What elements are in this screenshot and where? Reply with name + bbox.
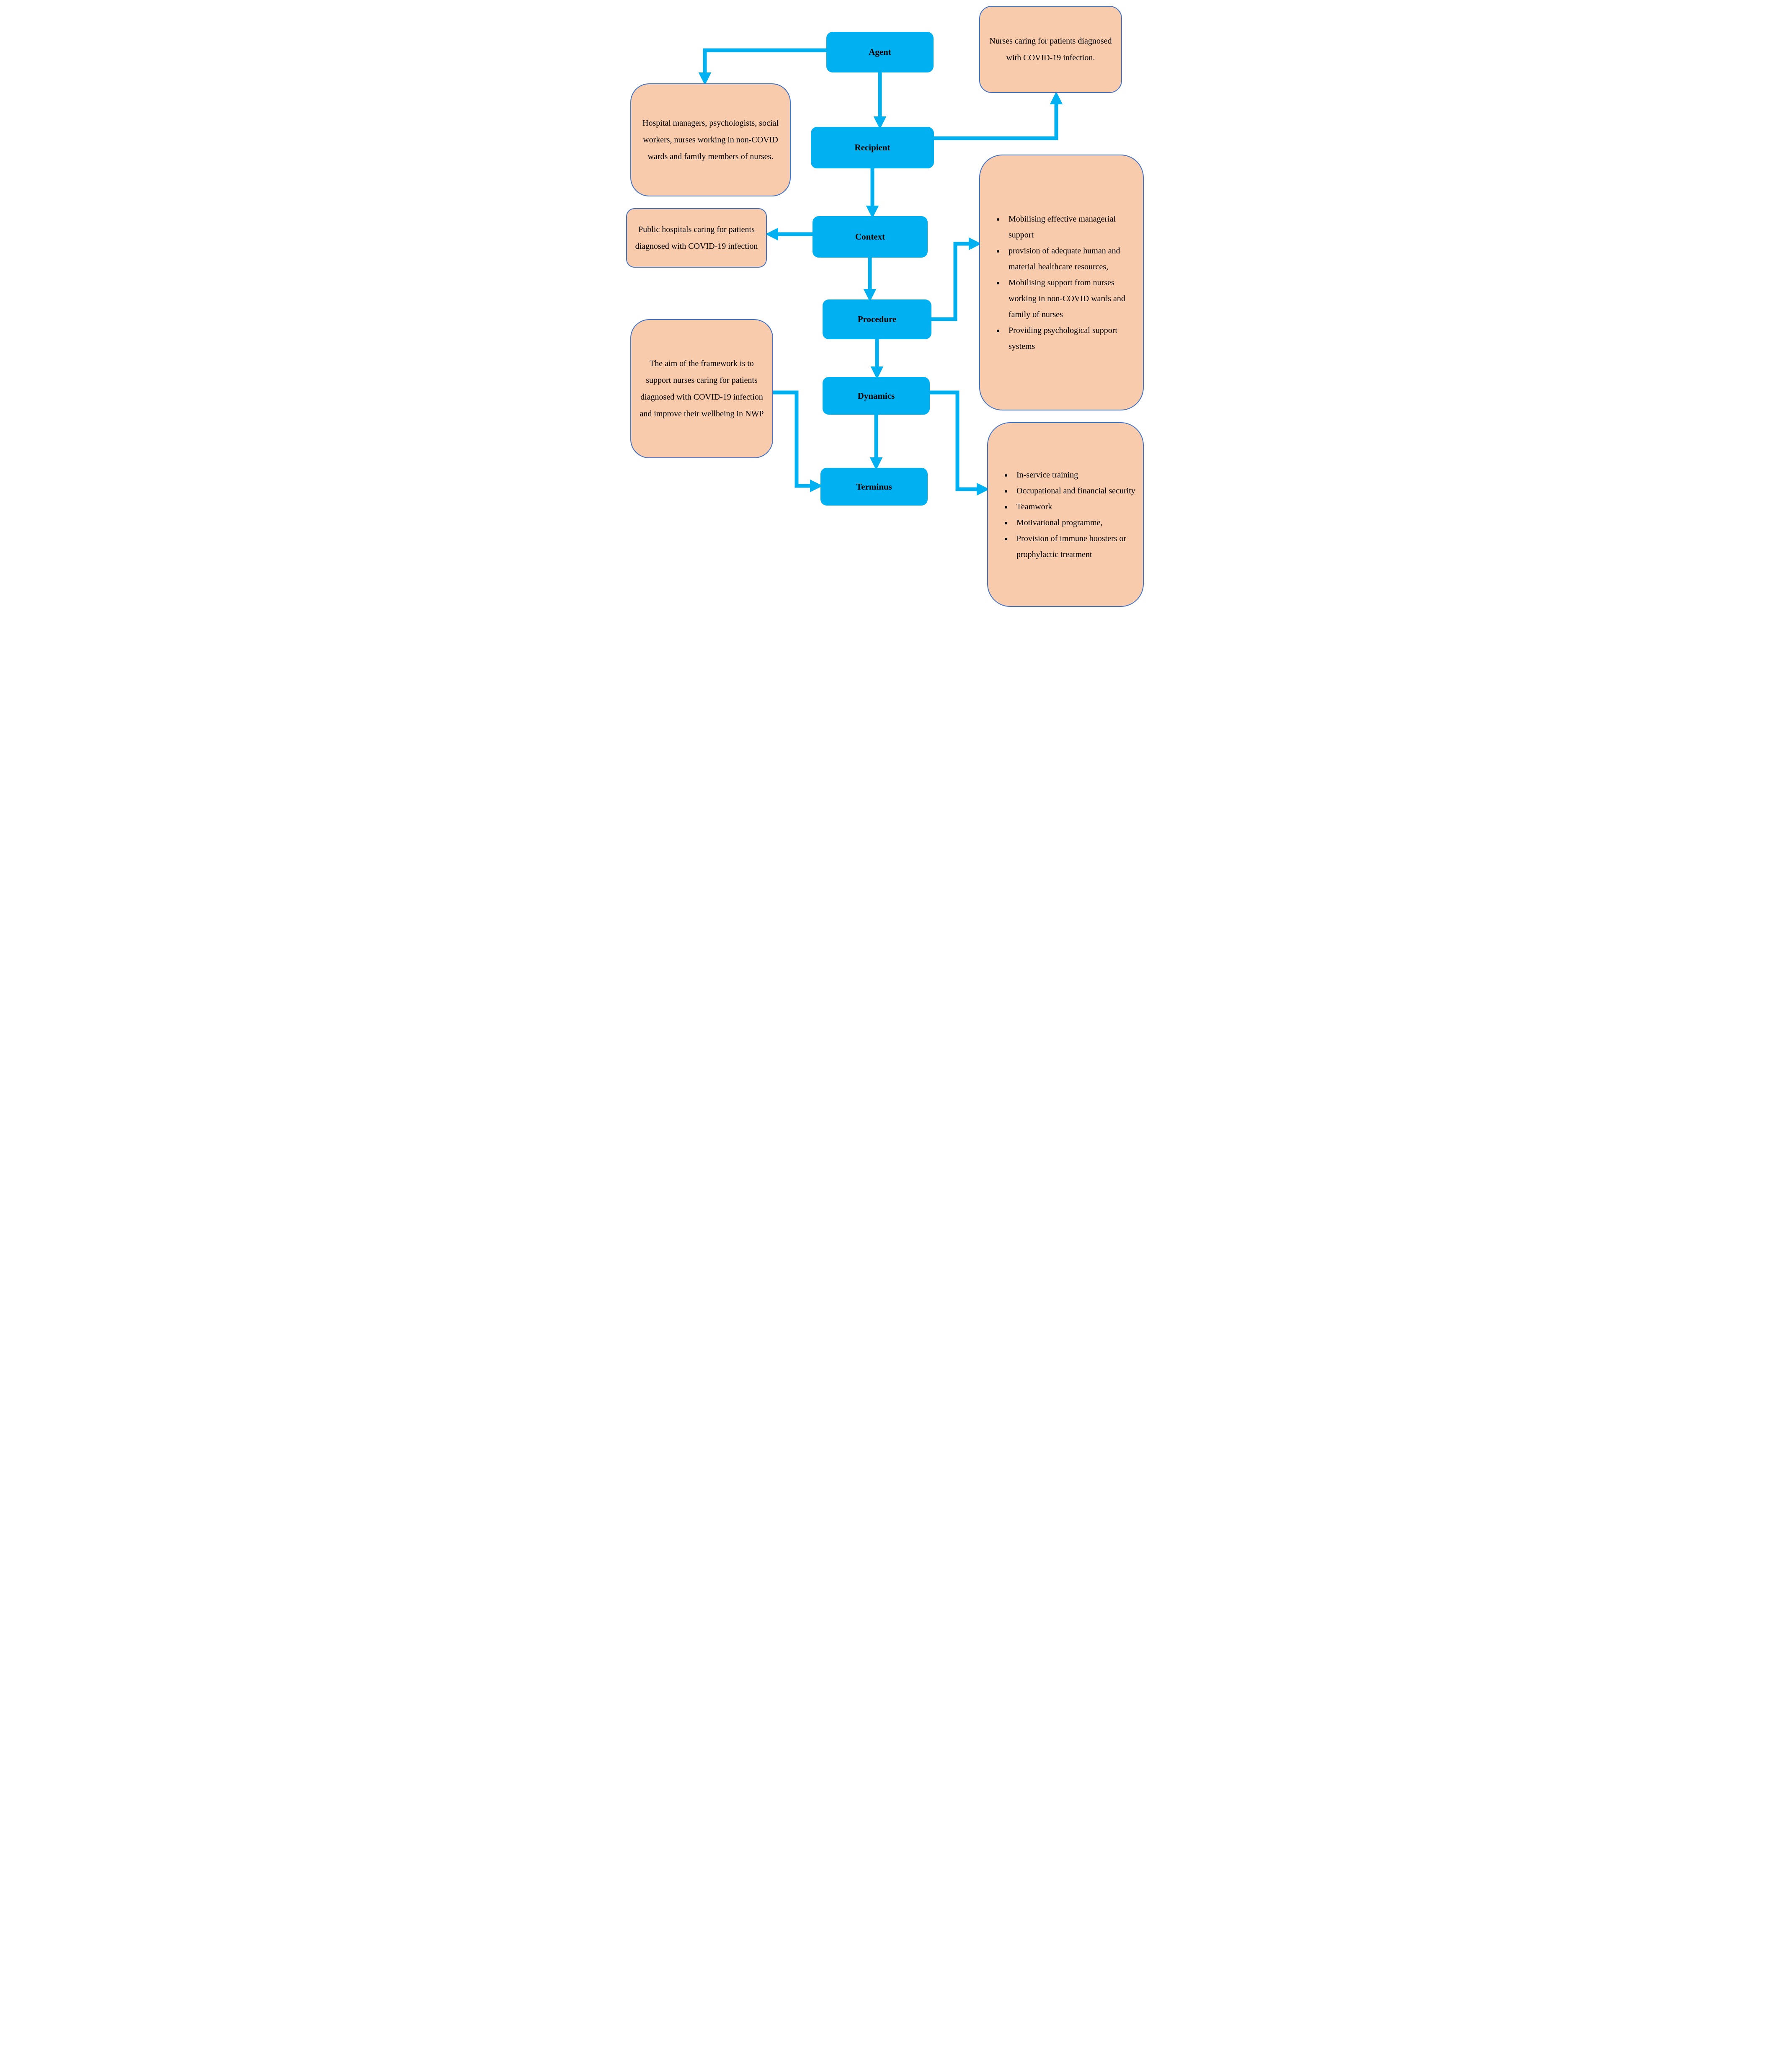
arrow-procedure-to-procedure-note: [931, 244, 970, 319]
arrow-recipient-to-recipient-note: [934, 103, 1056, 138]
node-agent-label: Agent: [869, 47, 891, 57]
note-procedure-outputs: [979, 155, 1144, 410]
note-aim-text: The aim of the framework is to support nurses caring for patients diagnosed with COVID-19 infection and improve their wellbeing in NWP: [640, 359, 764, 418]
note-terminus-outputs: [987, 422, 1144, 607]
node-context-label: Context: [855, 232, 885, 242]
terminus-output-item: • Motivational programme,: [1012, 515, 1135, 531]
terminus-output-item: • Occupational and financial security: [1012, 483, 1135, 499]
note-context: [626, 208, 767, 268]
node-procedure-label: Procedure: [857, 314, 897, 324]
node-procedure: [823, 299, 931, 339]
node-recipient: [811, 127, 934, 168]
framework-diagram: [620, 0, 1152, 622]
procedure-output-item: • Providing psychological support systems: [1004, 323, 1135, 354]
node-terminus: [820, 468, 928, 506]
procedure-output-list: [988, 211, 1135, 354]
node-terminus-label: Terminus: [856, 481, 892, 492]
terminus-output-item: • In-service training: [1012, 467, 1135, 483]
terminus-output-item: • Teamwork: [1012, 499, 1135, 515]
note-aim: [630, 319, 773, 458]
arrow-dynamics-to-terminus-note: [930, 392, 978, 489]
node-recipient-label: Recipient: [854, 142, 890, 152]
terminus-output-list: [996, 467, 1135, 563]
node-agent: [826, 32, 934, 72]
node-dynamics: [823, 377, 930, 415]
note-recipient-text: Nurses caring for patients diagnosed with COVID-19 infection.: [989, 36, 1112, 62]
arrow-aim-note-to-terminus: [773, 392, 811, 486]
terminus-output-item: • Provision of immune boosters or prophylactic treatment: [1012, 531, 1135, 563]
procedure-output-item: • Mobilising effective managerial support: [1004, 211, 1135, 243]
arrow-agent-to-agent-note: [705, 50, 826, 74]
node-dynamics-label: Dynamics: [857, 390, 895, 401]
node-context: [812, 216, 928, 258]
procedure-output-item: • provision of adequate human and material healthcare resources,: [1004, 243, 1135, 275]
note-agent: [630, 83, 791, 196]
note-recipient: [979, 6, 1122, 93]
note-context-text: Public hospitals caring for patients diagnosed with COVID-19 infection: [635, 225, 758, 251]
procedure-output-item: • Mobilising support from nurses working in non-COVID wards and family of nurses: [1004, 275, 1135, 323]
note-agent-text: Hospital managers, psychologists, social workers, nurses working in non-COVID wards and family members of nurses.: [642, 119, 779, 161]
